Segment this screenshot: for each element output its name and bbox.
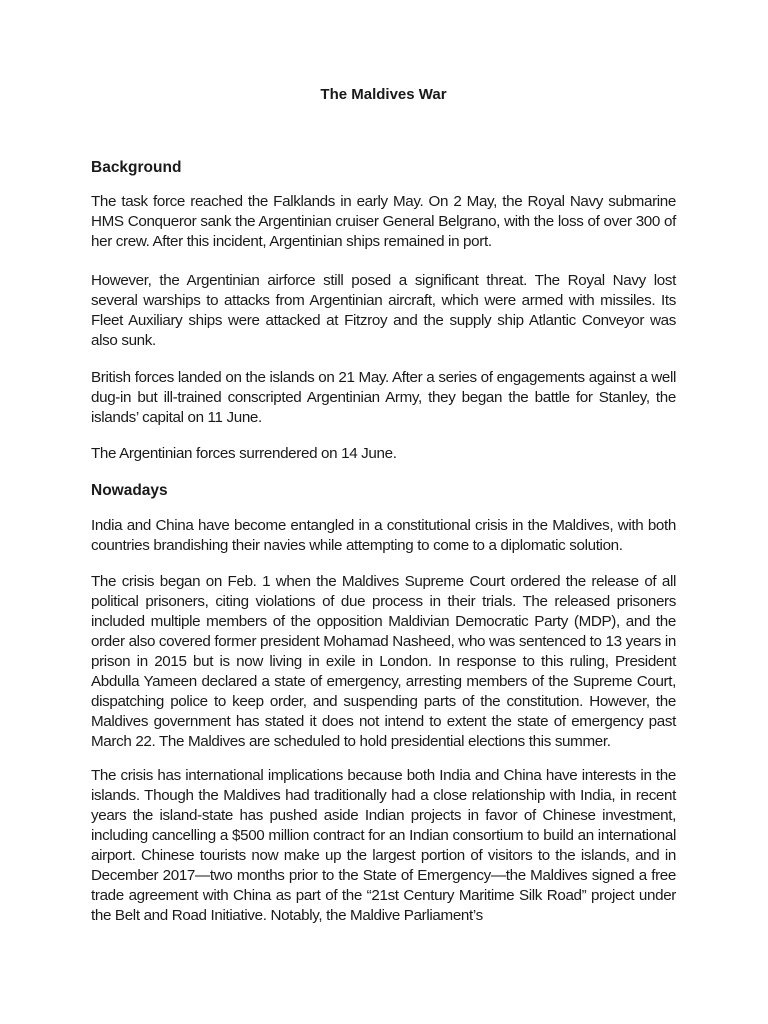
paragraph-task-force: The task force reached the Falklands in early May. On 2 May, the Royal Navy submarine HMS Conqueror sank the Argentinian cruiser General Belgrano, with the loss of over 300 of her crew. After this incident, Argentinian ships remained in port.: [91, 193, 676, 250]
paragraph-airforce-threat: However, the Argentinian airforce still posed a significant threat. The Royal Navy lost several warships to attacks from Argentinian aircraft, which were armed with missiles. Its Fleet Auxiliary ships were attacked at Fitzroy and the supply ship Atlantic Conveyor was also sunk.: [91, 272, 676, 349]
paragraph-international-implications: The crisis has international implications because both India and China have interests in the islands. Though the Maldives had traditionally had a close relationship with India, in recent years the island-state has pushed aside Indian projects in favor of Chinese investment, including cancelling a $500 million contract for an Indian consortium to build an international airport. Chinese tourists now make up the largest portion of visitors to the islands, and in December 2017—two months prior to the State of Emergency—the Maldives signed a free trade agreement with China as part of the “21st Century Maritime Silk Road” project under the Belt and Road Initiative. Notably, the Maldive Parliament’s: [91, 767, 676, 924]
document-title: The Maldives War: [320, 86, 447, 103]
paragraph-surrender: The Argentinian forces surrendered on 14 June.: [91, 445, 397, 462]
paragraph-british-landing: British forces landed on the islands on 21 May. After a series of engagements against a well dug-in but ill-trained conscripted Argentinian Army, they began the battle for Stanley, the islands’ capital on 11 June.: [91, 369, 676, 426]
paragraph-crisis-began: The crisis began on Feb. 1 when the Maldives Supreme Court ordered the release of all political prisoners, citing violations of due process in their trials. The released prisoners included multiple members of the opposition Maldivian Democratic Party (MDP), and the order also covered former president Mohamad Nasheed, who was sentenced to 13 years in prison in 2015 but is now living in exile in London. In response to this ruling, President Abdulla Yameen declared a state of emergency, arresting members of the Supreme Court, dispatching police to keep order, and suspending parts of the constitution. However, the Maldives government has stated it does not intend to extent the state of emergency past March 22. The Maldives are scheduled to hold presidential elections this summer.: [91, 573, 676, 750]
section-heading-nowadays: Nowadays: [91, 482, 168, 499]
section-heading-background: Background: [91, 159, 182, 176]
document-page: [91, 0, 676, 1024]
paragraph-india-china: India and China have become entangled in a constitutional crisis in the Maldives, with both countries brandishing their navies while attempting to come to a diplomatic solution.: [91, 517, 676, 554]
